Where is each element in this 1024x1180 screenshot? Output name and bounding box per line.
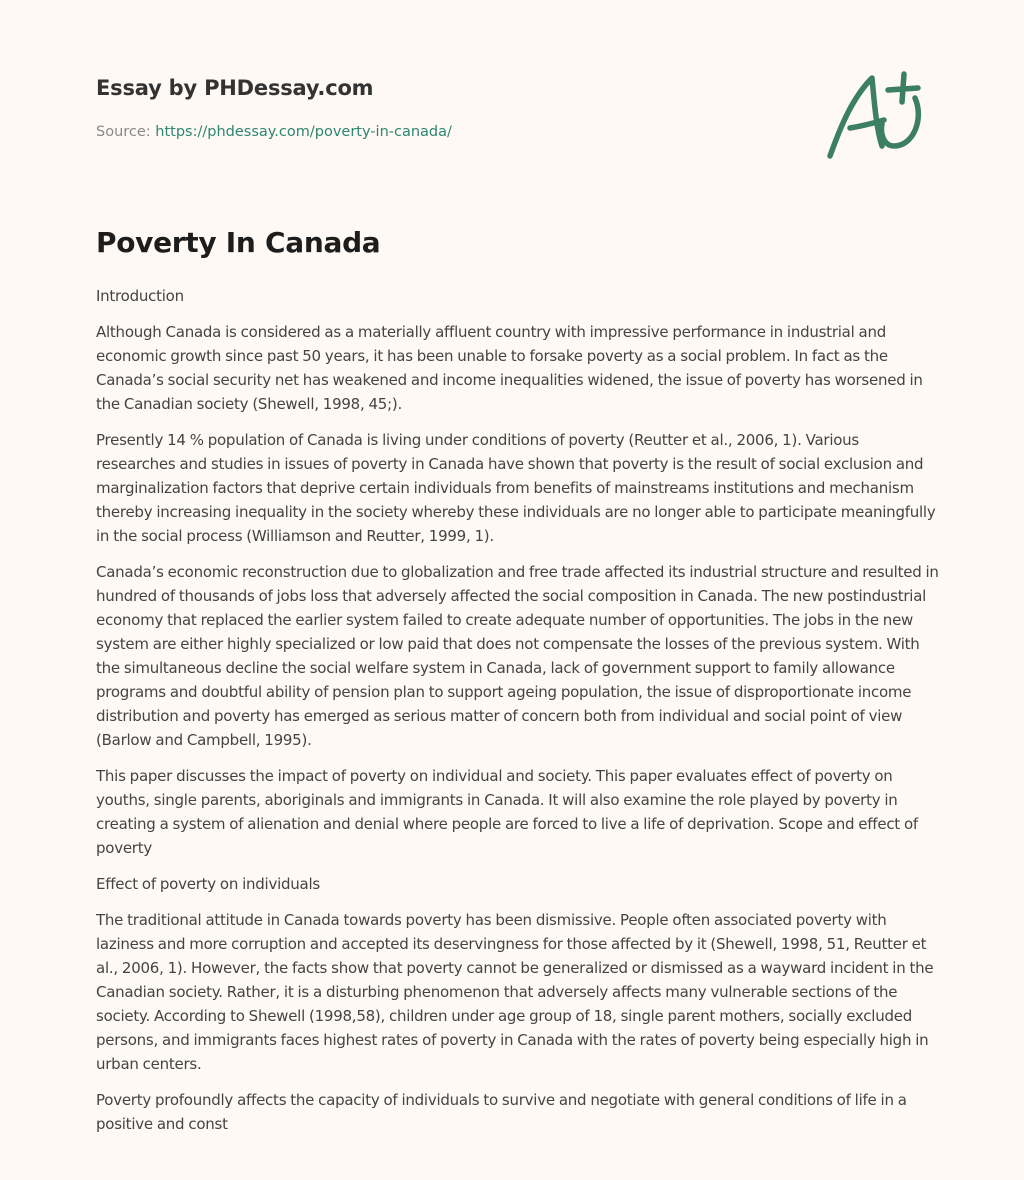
source-label: Source:	[96, 124, 151, 140]
essay-title: Poverty In Canada	[96, 226, 381, 259]
section-heading-introduction: Introduction	[96, 287, 184, 305]
paragraph: Although Canada is considered as a materially affluent country with impressive performance in industrial and economic growth since past 50 years, it has been unable to forsake poverty as a social problem. In fact as the Canada’s social security net has weakened and income inequalities widened, the issue of poverty has worsened in the Canadian society (Shewell, 1998, 45;).	[96, 323, 923, 413]
paragraph: Poverty profoundly affects the capacity of individuals to survive and negotiate with general conditions of life in a positive and const	[96, 1091, 907, 1133]
paragraph: This paper discusses the impact of poverty on individual and society. This paper evaluates effect of poverty on youths, single parents, aboriginals and immigrants in Canada. It will also examine the role played by poverty in creating a system of alienation and denial where people are forced to live a life of deprivation. Scope and effect of poverty	[96, 767, 918, 857]
source-link[interactable]: https://phdessay.com/poverty-in-canada/	[155, 124, 452, 140]
source-line	[96, 124, 452, 140]
paragraph: Canada’s economic reconstruction due to globalization and free trade affected its industrial structure and resulted in hundred of thousands of jobs loss that adversely affected the social composition in Canada. The new postindustrial economy that replaced the earlier system failed to create adequate number of opportunities. The jobs in the new system are either highly specialized or low paid that does not compensate the losses of the previous system. With the simultaneous decline the social welfare system in Canada, lack of government support to family allowance programs and doubtful ability of pension plan to support ageing population, the issue of disproportionate income distribution and poverty has emerged as serious matter of concern both from individual and social point of view (Barlow and Campbell, 1995).	[96, 563, 939, 749]
essay-body	[96, 284, 941, 1148]
site-brand: Essay by PHDessay.com	[96, 76, 374, 100]
paragraph: Presently 14 % population of Canada is living under conditions of poverty (Reutter et al., 2006, 1). Various researches and studies in issues of poverty in Canada have shown that poverty is the result of social exclusion and marginalization factors that deprive certain individuals from benefits of mainstreams institutions and mechanism thereby increasing inequality in the society whereby these individuals are no longer able to participate meaningfully in the social process (Williamson and Reutter, 1999, 1).	[96, 431, 936, 545]
section-heading-effect: Effect of poverty on individuals	[96, 875, 320, 893]
paragraph: The traditional attitude in Canada towards poverty has been dismissive. People often associated poverty with laziness and more corruption and accepted its deservingness for those affected by it (Shewell, 1998, 51, Reutter et al., 2006, 1). However, the facts show that poverty cannot be generalized or dismissed as a wayward incident in the Canadian society. Rather, it is a disturbing phenomenon that adversely affects many vulnerable sections of the society. According to Shewell (1998,58), children under age group of 18, single parent mothers, socially excluded persons, and immigrants faces highest rates of poverty in Canada with the rates of poverty being especially high in urban centers.	[96, 911, 934, 1073]
a-plus-grade-icon	[822, 68, 932, 168]
